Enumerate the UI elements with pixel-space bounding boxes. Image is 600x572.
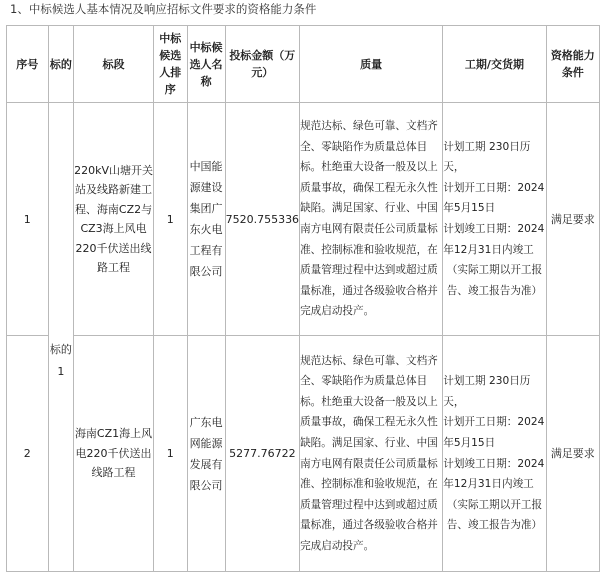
header-qualification: 资格能力条件 — [546, 26, 599, 103]
row-period — [443, 103, 546, 336]
period-line: （实际工期以开工报告、竣工报告为准） — [446, 264, 543, 297]
row-quality: 规范达标、绿色可靠、文档齐全、零缺陷作为质量总体目标。杜绝重大设备一般及以上质量事故，确保工程无永久性缺陷。满足国家、行业、中国南方电网有限责任公司质量标准、控制标准和验收规范，在质量管理过程中达到或超过质量标准，通过各级验收合格并完成启动投产。 — [300, 103, 443, 336]
row-qualification: 满足要求 — [546, 336, 599, 572]
header-period: 工期/交货期 — [443, 26, 546, 103]
header-bid: 标的 — [48, 26, 73, 103]
row-period — [443, 336, 546, 572]
header-amount: 投标金额（万元） — [225, 26, 299, 103]
row-candidate-name: 广东电网能源发展有限公司 — [187, 336, 225, 572]
table-row — [7, 336, 600, 572]
row-amount: 7520.755336 — [225, 103, 299, 336]
row-seq: 1 — [7, 103, 49, 336]
header-quality: 质量 — [300, 26, 443, 103]
row-lot: 海南CZ1海上风电220千伏送出线路工程 — [74, 336, 154, 572]
bid-label: 标的 — [49, 343, 72, 356]
bid-number: 1 — [57, 365, 65, 378]
period-line: 计划工期 230日历天， — [443, 375, 531, 408]
period-line: 计划竣工日期：2024年12月31日内竣工 — [443, 223, 545, 256]
header-row — [7, 26, 600, 103]
period-line: 计划竣工日期：2024年12月31日内竣工 — [443, 457, 545, 491]
period-line: 计划工期 230日历天， — [443, 140, 531, 174]
candidate-table — [6, 25, 600, 572]
row-seq: 2 — [7, 336, 49, 572]
header-seq: 序号 — [7, 26, 49, 103]
row-rank: 1 — [154, 336, 188, 572]
section-title: 1、中标候选人基本情况及响应招标文件要求的资格能力条件 — [10, 2, 317, 16]
row-qualification: 满足要求 — [546, 103, 599, 336]
header-name: 中标候选人名称 — [187, 26, 225, 103]
row-lot: 220kV山塘开关站及线路新建工程、海南CZ2与CZ3海上风电220千伏送出线路工程 — [74, 103, 154, 336]
period-line: 计划开工日期：2024年5月15日 — [443, 416, 545, 449]
table-row — [7, 103, 600, 336]
period-line: （实际工期以开工报告、竣工报告为准） — [446, 498, 543, 532]
row-quality: 规范达标、绿色可靠、文档齐全、零缺陷作为质量总体目标。杜绝重大设备一般及以上质量事故，确保工程无永久性缺陷。满足国家、行业、中国南方电网有限责任公司质量标准、控制标准和验收规范，在质量管理过程中达到或超过质量标准，通过各级验收合格并完成启动投产。 — [300, 336, 443, 572]
row-rank: 1 — [154, 103, 188, 336]
header-rank: 中标候选人排序 — [154, 26, 188, 103]
row-candidate-name: 中国能源建设集团广东火电工程有限公司 — [187, 103, 225, 336]
period-line: 计划开工日期：2024年5月15日 — [443, 181, 545, 215]
header-lot: 标段 — [74, 26, 154, 103]
row-amount: 5277.76722 — [225, 336, 299, 572]
bid-cell — [48, 103, 73, 572]
